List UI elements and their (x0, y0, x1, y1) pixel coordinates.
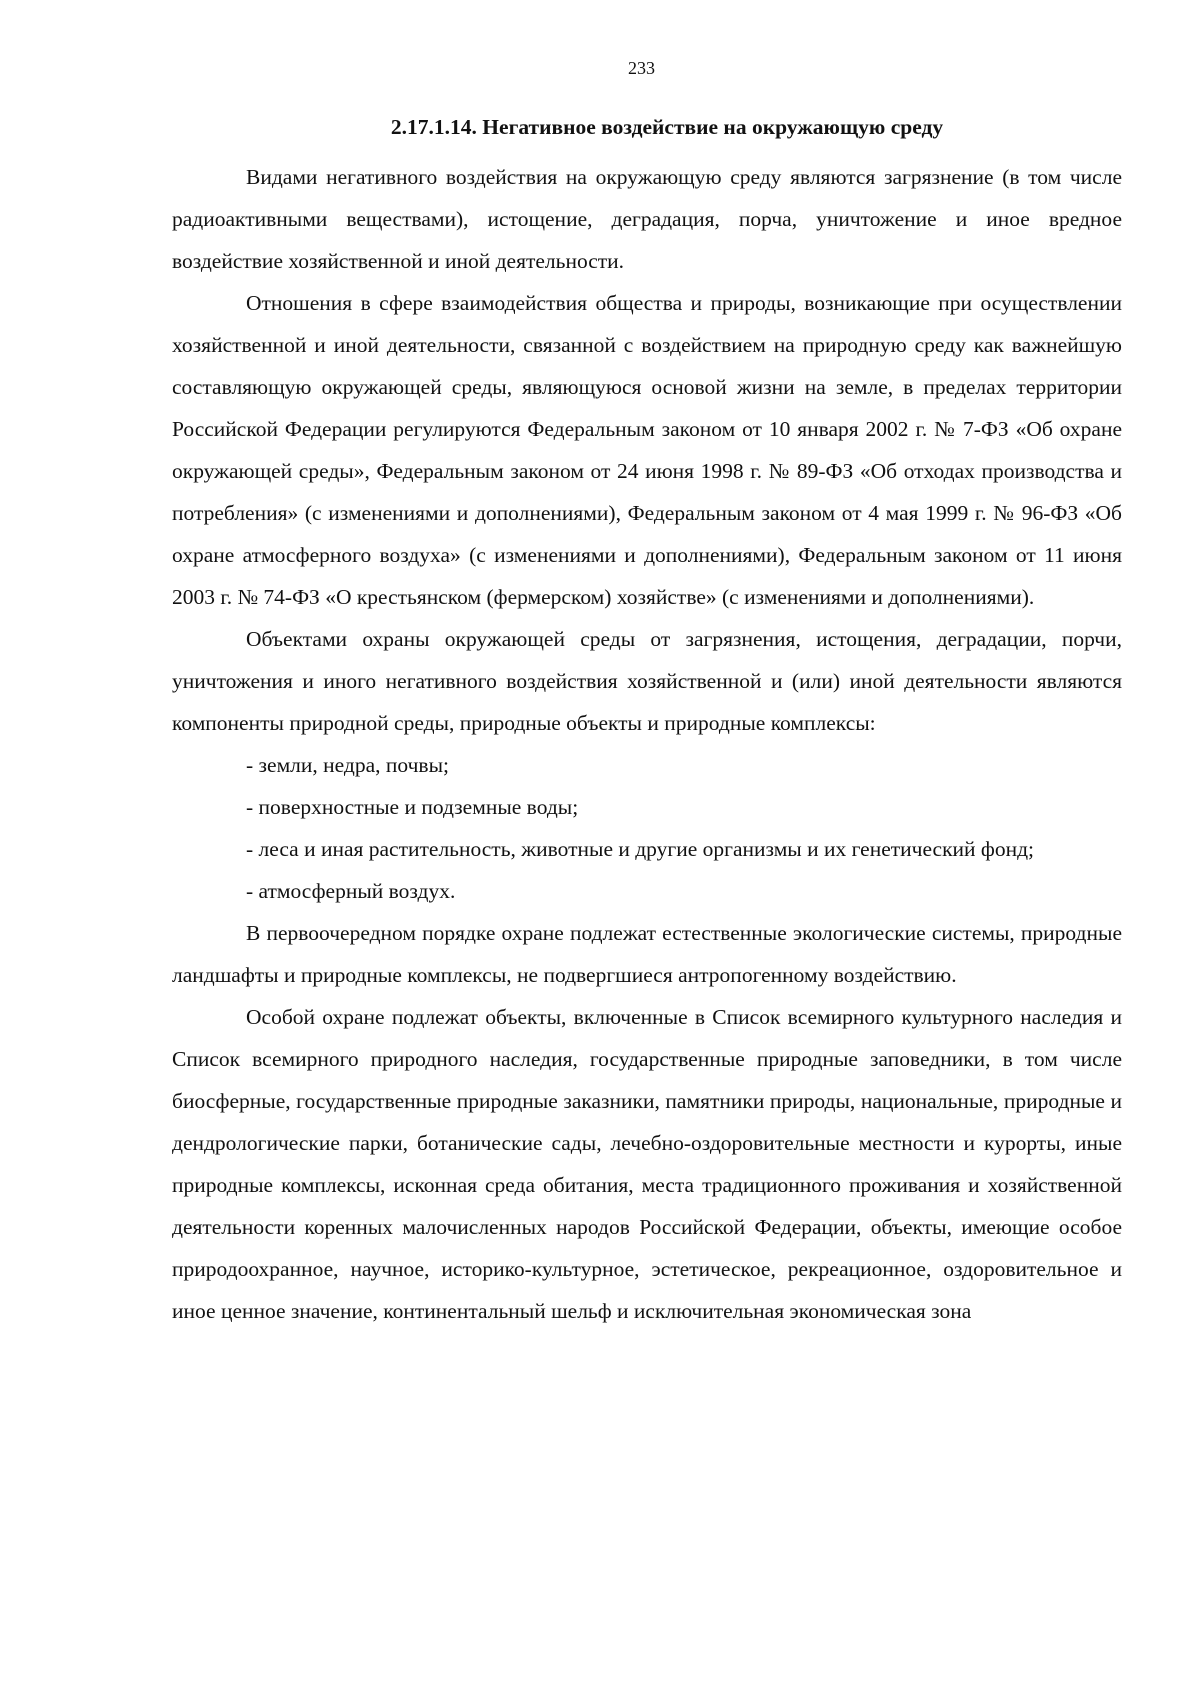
paragraph-special-protection: Особой охране подлежат объекты, включенные в Список всемирного культурного наследия и Список всемирного природного наследия, государственные природные заповедники, в том числе биосферные, государственные природные заказники, памятники природы, национальные, природные и дендрологические парки, ботанические сады, лечебно-оздоровительные местности и курорты, иные природные комплексы, исконная среда обитания, места традиционного проживания и хозяйственной деятельности коренных малочисленных народов Российской Федерации, объекты, имеющие особое природоохранное, научное, историко-культурное, эстетическое, рекреационное, оздоровительное и иное ценное значение, континентальный шельф и исключительная экономическая зона (172, 1005, 1122, 1323)
paragraph-impact-types: Видами негативного воздействия на окружающую среду являются загрязнение (в том числе радиоактивными веществами), истощение, деградация, порча, уничтожение и иное вредное воздействие хозяйственной и иной деятельности. (172, 165, 1122, 273)
list-item-forests: - леса и иная растительность, животные и другие организмы и их генетический фонд; (246, 837, 1035, 861)
list-item-waters: - поверхностные и подземные воды; (246, 795, 579, 819)
paragraph-legal-basis: Отношения в сфере взаимодействия общества и природы, возникающие при осуществлении хозяйственной и иной деятельности, связанной с воздействием на природную среду как важнейшую составляющую окружающей среды, являющуюся основой жизни на земле, в пределах территории Российской Федерации регулируются Федеральным законом от 10 января 2002 г. № 7-ФЗ «Об охране окружающей среды», Федеральным законом от 24 июня 1998 г. № 89-ФЗ «Об отходах производства и потребления» (с изменениями и дополнениями), Федеральным законом от 4 мая 1999 г. № 96-ФЗ «Об охране атмосферного воздуха» (с изменениями и дополнениями), Федеральным законом от 11 июня 2003 г. № 74-ФЗ «О крестьянском (фермерском) хозяйстве» (с изменениями и дополнениями). (172, 291, 1122, 609)
paragraph-protected-objects: Объектами охраны окружающей среды от загрязнения, истощения, деградации, порчи, уничтожения и иного негативного воздействия хозяйственной и (или) иной деятельности являются компоненты природной среды, природные объекты и природные комплексы: (172, 627, 1122, 735)
section-heading: 2.17.1.14. Негативное воздействие на окружающую среду (390, 115, 944, 139)
paragraph-priority-protection: В первоочередном порядке охране подлежат естественные экологические системы, природные ландшафты и природные комплексы, не подвергшиеся антропогенному воздействию. (172, 921, 1122, 987)
list-item-lands: - земли, недра, почвы; (246, 753, 449, 777)
page-number: 233 (628, 58, 655, 78)
document-body (172, 106, 1122, 1332)
list-item-air: - атмосферный воздух. (246, 879, 456, 903)
